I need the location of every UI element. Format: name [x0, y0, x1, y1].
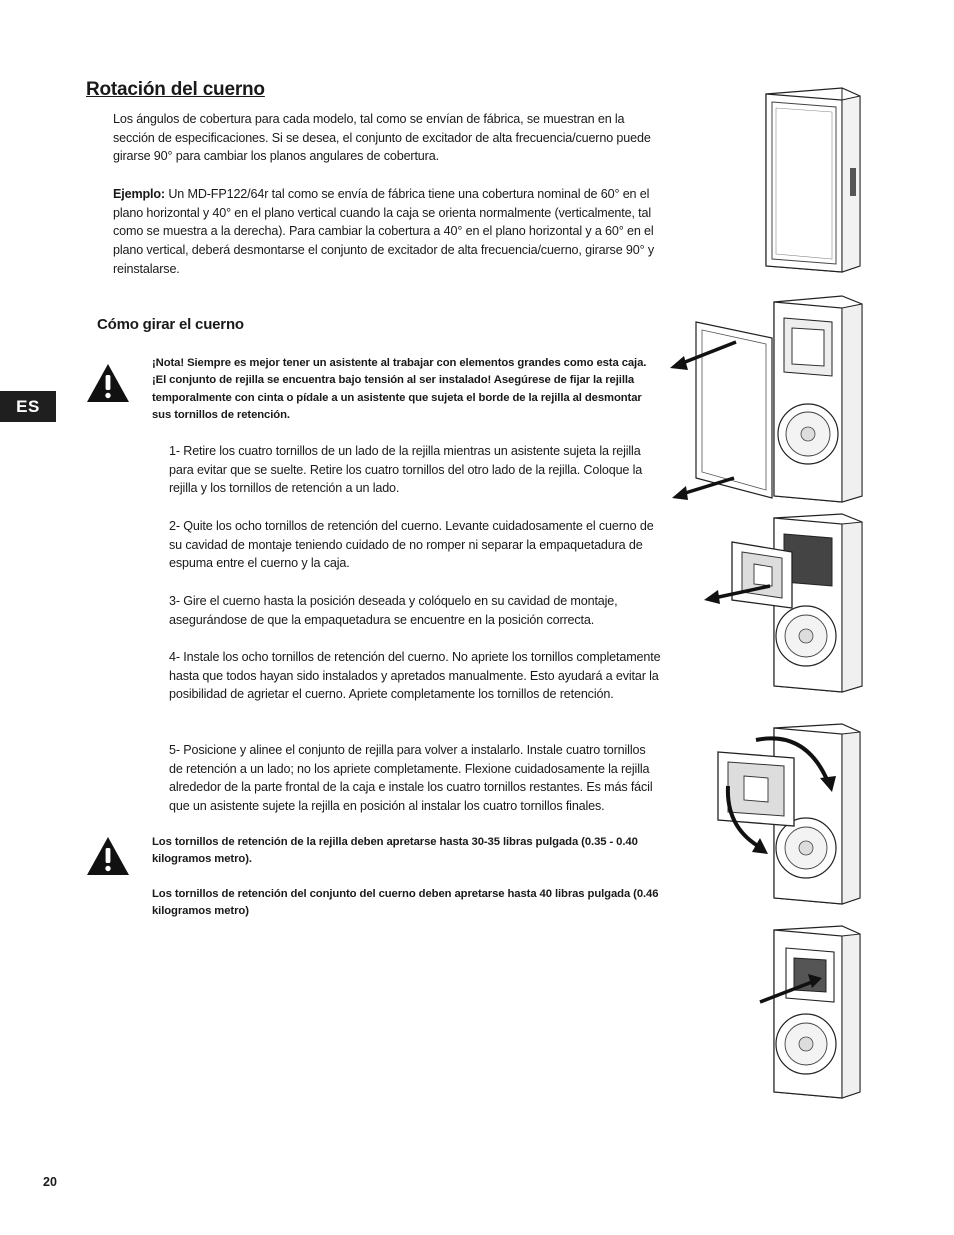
step-3: 3- Gire el cuerno hasta la posición deseada y colóquelo en su cavidad de montaje, asegurándose de que la empaquetadura se encuentre en la posición correcta. [169, 594, 618, 627]
example-text: Un MD-FP122/64r tal como se envía de fábrica tiene una cobertura nominal de 60° en el plano horizontal y 40° en el plano vertical cuando la caja se orienta normalmente (verticalmente, tal como se muestra a la derecha). Para cambiar la cobertura a 40° en el plano horizontal y a 60° en el plano vertical, deberá desmontarse el conjunto de excitador de alta frecuencia/cuerno, girarse 90° y reinstalarse. [113, 187, 654, 276]
page-title: Rotación del cuerno [86, 79, 265, 100]
intro-paragraph: Los ángulos de cobertura para cada modelo, tal como se envían de fábrica, se muestran en la sección de especificaciones. Si se desea, el conjunto de excitador de alta frecuencia/cuerno puede girarse 90° para cambiar los planos angulares de cobertura. [113, 112, 651, 164]
horn-reinstall-illustration [756, 924, 866, 1100]
warning-icon [86, 363, 130, 403]
note-assistant: ¡Nota! Siempre es mejor tener un asistente al trabajar con elementos grandes como esta caja. ¡El conjunto de rejilla se encuentra bajo tensión al ser instalado! Asegúrese de fijar la rejilla temporalmente con cinta o pídale a un asistente que sujeta el borde de la rejilla al desmontar sus tornillos de retención. [152, 357, 647, 421]
note-grille-torque: Los tornillos de retención de la rejilla deben apretarse hasta 30-35 libras pulgada (0.35 - 0.40 kilogramos metro). [152, 836, 638, 866]
example-paragraph [113, 185, 661, 279]
warning-icon [86, 836, 130, 876]
section-subtitle: Cómo girar el cuerno [97, 316, 244, 333]
horn-removal-illustration [700, 512, 866, 694]
example-label: Ejemplo: [113, 187, 165, 201]
language-tab: ES [0, 391, 56, 422]
speaker-cabinet-illustration [760, 86, 866, 276]
horn-rotation-illustration [706, 722, 866, 906]
page-number: 20 [43, 1175, 57, 1189]
step-5: 5- Posicione y alinee el conjunto de rejilla para volver a instalarlo. Instale cuatro tornillos de retención a un lado; no los apriete completamente. Flexione cuidadosamente la rejilla alrededor de la parte frontal de la caja e instale los cuatro tornillos restantes. Es más fácil que un asistente sujete la rejilla en posición al instalar los cuatro tornillos finales. [169, 743, 653, 814]
note-horn-torque: Los tornillos de retención del conjunto del cuerno deben apretarse hasta 40 libras pulgada (0.46 kilogramos metro) [152, 888, 659, 918]
grille-removal-illustration [666, 292, 866, 507]
step-4: 4- Instale los ocho tornillos de retención del cuerno. No apriete los tornillos completamente hasta que todos hayan sido instalados y apretados manualmente. Esto ayudará a evitar la posibilidad de agrietar el cuerno. Apriete completamente los tornillos de retención. [169, 650, 661, 702]
step-1: 1- Retire los cuatro tornillos de un lado de la rejilla mientras un asistente sujeta la rejilla para evitar que se suelte. Retire los cuatro tornillos del otro lado de la rejilla. Coloque la rejilla y los tornillos de retención a un lado. [169, 444, 643, 496]
step-2: 2- Quite los ocho tornillos de retención del cuerno. Levante cuidadosamente el cuerno de su cavidad de montaje teniendo cuidado de no romper ni separar la empaquetadura de espuma entre el cuerno y la caja. [169, 519, 654, 571]
